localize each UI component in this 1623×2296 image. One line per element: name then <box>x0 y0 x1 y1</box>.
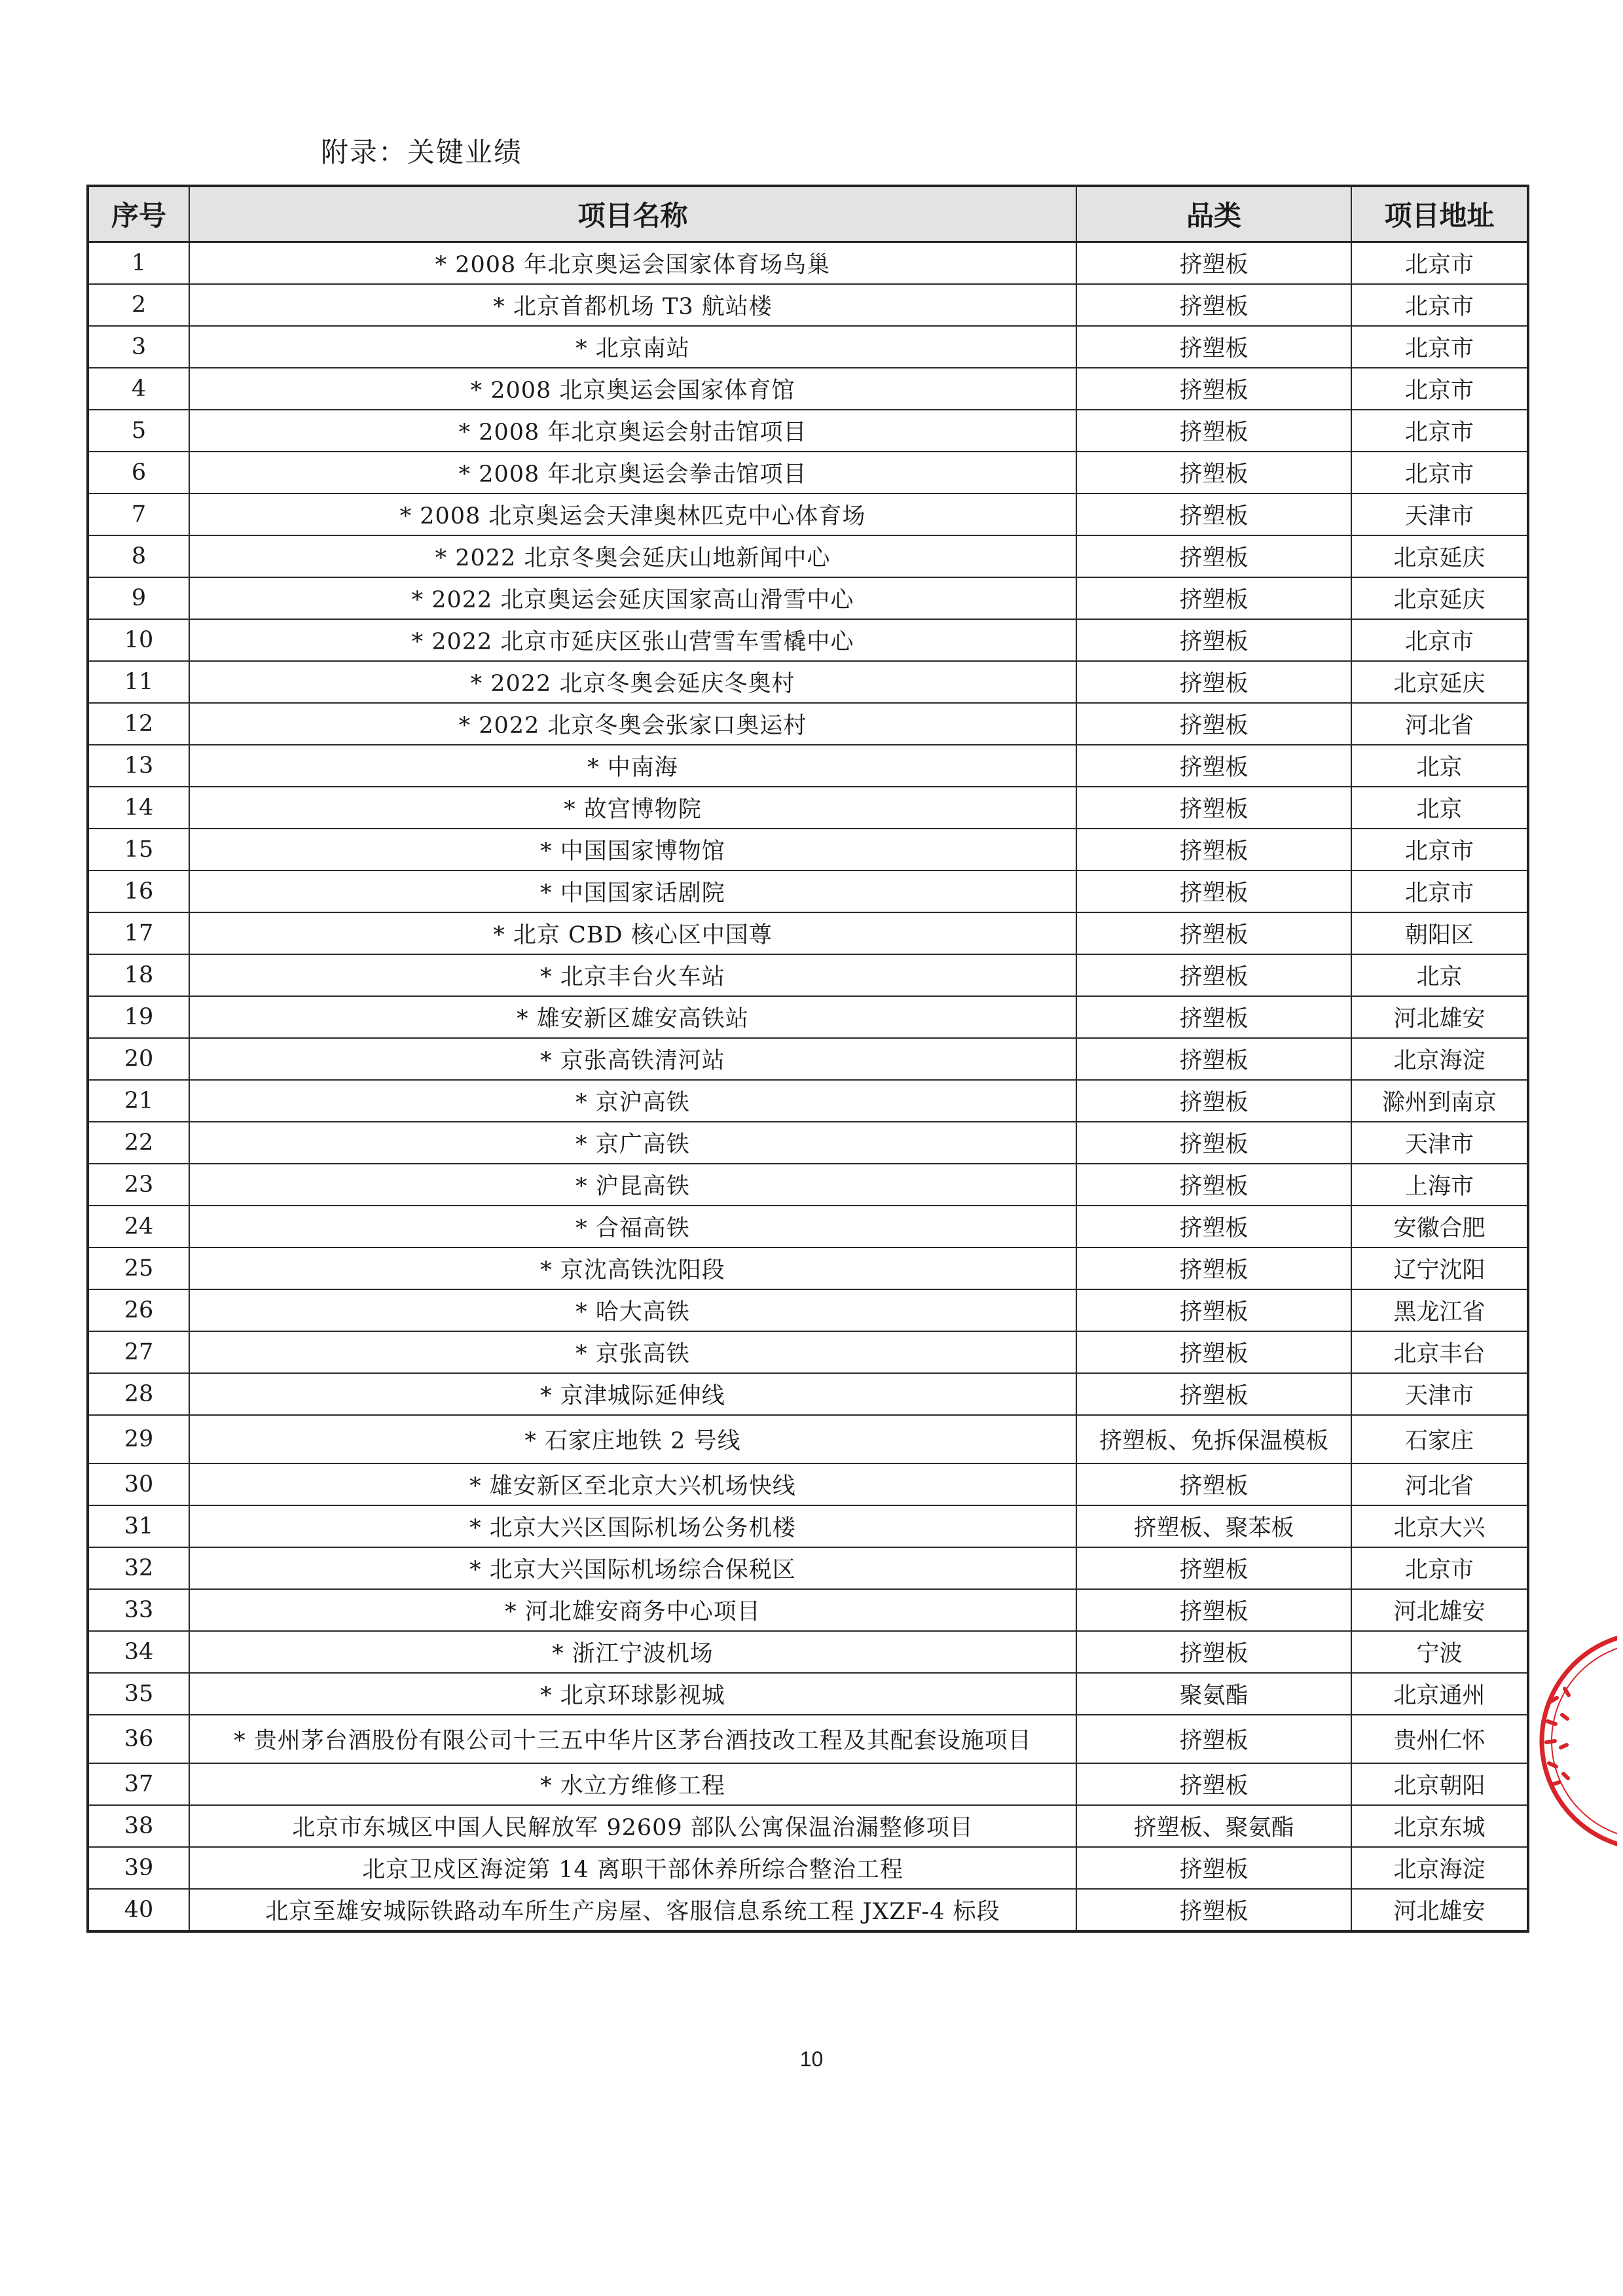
cell-no: 40 <box>88 1889 189 1931</box>
cell-project-name: 北京卫戍区海淀第 14 离职干部休养所综合整治工程 <box>189 1847 1076 1889</box>
cell-no: 2 <box>88 284 189 326</box>
cell-category: 挤塑板 <box>1076 242 1351 285</box>
cell-address: 石家庄 <box>1351 1415 1528 1463</box>
header-category: 品类 <box>1076 186 1351 242</box>
cell-address: 北京延庆 <box>1351 661 1528 703</box>
cell-project-name: * 京沈高铁沈阳段 <box>189 1247 1076 1289</box>
cell-address: 河北雄安 <box>1351 996 1528 1038</box>
table-row <box>88 410 1528 452</box>
table-row <box>88 1247 1528 1289</box>
cell-no: 21 <box>88 1080 189 1122</box>
cell-project-name: * 浙江宁波机场 <box>189 1631 1076 1673</box>
cell-project-name: * 2008 北京奥运会国家体育馆 <box>189 368 1076 410</box>
cell-project-name: * 贵州茅台酒股份有限公司十三五中华片区茅台酒技改工程及其配套设施项目 <box>189 1715 1076 1763</box>
table-row <box>88 1122 1528 1164</box>
table-row <box>88 1505 1528 1547</box>
cell-address: 北京海淀 <box>1351 1038 1528 1080</box>
table-row <box>88 619 1528 661</box>
cell-project-name: * 2008 年北京奥运会拳击馆项目 <box>189 452 1076 493</box>
table-row <box>88 829 1528 870</box>
table-row <box>88 1080 1528 1122</box>
cell-no: 36 <box>88 1715 189 1763</box>
cell-no: 30 <box>88 1463 189 1505</box>
cell-no: 6 <box>88 452 189 493</box>
cell-project-name: * 沪昆高铁 <box>189 1164 1076 1206</box>
cell-address: 河北雄安 <box>1351 1889 1528 1931</box>
table-header-row <box>88 186 1528 242</box>
cell-category: 挤塑板 <box>1076 1547 1351 1589</box>
cell-address: 北京市 <box>1351 242 1528 285</box>
cell-project-name: * 故宫博物院 <box>189 787 1076 829</box>
cell-category: 挤塑板 <box>1076 619 1351 661</box>
cell-category: 挤塑板 <box>1076 1631 1351 1673</box>
cell-category: 挤塑板、聚苯板 <box>1076 1505 1351 1547</box>
cell-no: 9 <box>88 577 189 619</box>
appendix-title: 附录：关键业绩 <box>321 136 523 168</box>
cell-no: 17 <box>88 912 189 954</box>
cell-address: 宁波 <box>1351 1631 1528 1673</box>
cell-category: 挤塑板 <box>1076 745 1351 787</box>
cell-project-name: * 京沪高铁 <box>189 1080 1076 1122</box>
table-row <box>88 661 1528 703</box>
cell-project-name: * 哈大高铁 <box>189 1289 1076 1331</box>
cell-address: 天津市 <box>1351 1122 1528 1164</box>
cell-category: 挤塑板 <box>1076 326 1351 368</box>
cell-category: 挤塑板 <box>1076 284 1351 326</box>
cell-no: 18 <box>88 954 189 996</box>
cell-project-name: * 2022 北京冬奥会张家口奥运村 <box>189 703 1076 745</box>
cell-category: 挤塑板 <box>1076 954 1351 996</box>
cell-no: 22 <box>88 1122 189 1164</box>
table-row <box>88 242 1528 285</box>
cell-no: 3 <box>88 326 189 368</box>
cell-project-name: * 京津城际延伸线 <box>189 1373 1076 1415</box>
cell-category: 挤塑板 <box>1076 1589 1351 1631</box>
cell-project-name: * 2022 北京冬奥会延庆山地新闻中心 <box>189 535 1076 577</box>
cell-category: 聚氨酯 <box>1076 1673 1351 1715</box>
cell-address: 贵州仁怀 <box>1351 1715 1528 1763</box>
cell-no: 32 <box>88 1547 189 1589</box>
cell-category: 挤塑板 <box>1076 452 1351 493</box>
table-row <box>88 1805 1528 1847</box>
cell-project-name: * 京张高铁清河站 <box>189 1038 1076 1080</box>
cell-category: 挤塑板 <box>1076 1847 1351 1889</box>
cell-category: 挤塑板 <box>1076 703 1351 745</box>
cell-no: 15 <box>88 829 189 870</box>
cell-address: 北京市 <box>1351 870 1528 912</box>
cell-category: 挤塑板 <box>1076 1289 1351 1331</box>
cell-category: 挤塑板 <box>1076 1373 1351 1415</box>
cell-category: 挤塑板 <box>1076 787 1351 829</box>
cell-project-name: * 河北雄安商务中心项目 <box>189 1589 1076 1631</box>
cell-address: 北京市 <box>1351 410 1528 452</box>
cell-no: 39 <box>88 1847 189 1889</box>
table-body <box>88 242 1528 1932</box>
header-project-name: 项目名称 <box>189 186 1076 242</box>
cell-category: 挤塑板 <box>1076 535 1351 577</box>
cell-category: 挤塑板 <box>1076 1164 1351 1206</box>
cell-category: 挤塑板、聚氨酯 <box>1076 1805 1351 1847</box>
cell-project-name: 北京至雄安城际铁路动车所生产房屋、客服信息系统工程 JXZF-4 标段 <box>189 1889 1076 1931</box>
cell-address: 北京海淀 <box>1351 1847 1528 1889</box>
cell-no: 5 <box>88 410 189 452</box>
table-row <box>88 1206 1528 1247</box>
cell-category: 挤塑板 <box>1076 1080 1351 1122</box>
table-row <box>88 1289 1528 1331</box>
cell-no: 11 <box>88 661 189 703</box>
table-row <box>88 745 1528 787</box>
cell-address: 北京 <box>1351 954 1528 996</box>
cell-address: 北京市 <box>1351 1547 1528 1589</box>
cell-address: 北京丰台 <box>1351 1331 1528 1373</box>
cell-address: 滁州到南京 <box>1351 1080 1528 1122</box>
cell-address: 安徽合肥 <box>1351 1206 1528 1247</box>
table-row <box>88 870 1528 912</box>
cell-no: 19 <box>88 996 189 1038</box>
cell-project-name: * 中南海 <box>189 745 1076 787</box>
table-row <box>88 1715 1528 1763</box>
cell-address: 北京市 <box>1351 284 1528 326</box>
cell-category: 挤塑板 <box>1076 1331 1351 1373</box>
cell-project-name: * 2008 北京奥运会天津奥林匹克中心体育场 <box>189 493 1076 535</box>
cell-no: 16 <box>88 870 189 912</box>
cell-project-name: * 雄安新区雄安高铁站 <box>189 996 1076 1038</box>
table-row <box>88 1415 1528 1463</box>
red-seal-stamp <box>1519 1623 1617 1859</box>
cell-project-name: * 北京 CBD 核心区中国尊 <box>189 912 1076 954</box>
cell-no: 31 <box>88 1505 189 1547</box>
cell-address: 北京延庆 <box>1351 577 1528 619</box>
cell-no: 10 <box>88 619 189 661</box>
cell-project-name: * 2022 北京奥运会延庆国家高山滑雪中心 <box>189 577 1076 619</box>
cell-no: 37 <box>88 1763 189 1805</box>
table-row <box>88 1673 1528 1715</box>
table-row <box>88 493 1528 535</box>
table-row <box>88 368 1528 410</box>
cell-address: 北京延庆 <box>1351 535 1528 577</box>
cell-category: 挤塑板 <box>1076 1463 1351 1505</box>
table-row <box>88 326 1528 368</box>
cell-category: 挤塑板 <box>1076 1889 1351 1931</box>
cell-address: 天津市 <box>1351 493 1528 535</box>
table-row <box>88 452 1528 493</box>
cell-address: 朝阳区 <box>1351 912 1528 954</box>
cell-project-name: * 北京环球影视城 <box>189 1673 1076 1715</box>
table-row <box>88 1589 1528 1631</box>
cell-address: 北京 <box>1351 787 1528 829</box>
cell-project-name: * 北京大兴国际机场综合保税区 <box>189 1547 1076 1589</box>
cell-category: 挤塑板 <box>1076 1715 1351 1763</box>
table-row <box>88 1463 1528 1505</box>
cell-project-name: * 京广高铁 <box>189 1122 1076 1164</box>
cell-category: 挤塑板 <box>1076 577 1351 619</box>
cell-no: 29 <box>88 1415 189 1463</box>
table-row <box>88 535 1528 577</box>
header-address: 项目地址 <box>1351 186 1528 242</box>
table-row <box>88 1164 1528 1206</box>
cell-address: 北京东城 <box>1351 1805 1528 1847</box>
cell-category: 挤塑板 <box>1076 1247 1351 1289</box>
cell-no: 12 <box>88 703 189 745</box>
cell-category: 挤塑板 <box>1076 410 1351 452</box>
table-row <box>88 912 1528 954</box>
cell-category: 挤塑板 <box>1076 1763 1351 1805</box>
header-no: 序号 <box>88 186 189 242</box>
cell-no: 20 <box>88 1038 189 1080</box>
cell-address: 河北省 <box>1351 1463 1528 1505</box>
cell-category: 挤塑板 <box>1076 1038 1351 1080</box>
table-row <box>88 1847 1528 1889</box>
cell-no: 14 <box>88 787 189 829</box>
cell-project-name: * 雄安新区至北京大兴机场快线 <box>189 1463 1076 1505</box>
cell-address: 北京大兴 <box>1351 1505 1528 1547</box>
table-row <box>88 1331 1528 1373</box>
cell-no: 35 <box>88 1673 189 1715</box>
cell-address: 北京市 <box>1351 829 1528 870</box>
table-row <box>88 1631 1528 1673</box>
cell-address: 北京市 <box>1351 368 1528 410</box>
page-number: 10 <box>799 2047 824 2071</box>
table-row <box>88 1547 1528 1589</box>
cell-no: 33 <box>88 1589 189 1631</box>
cell-address: 北京朝阳 <box>1351 1763 1528 1805</box>
cell-project-name: * 水立方维修工程 <box>189 1763 1076 1805</box>
cell-no: 1 <box>88 242 189 285</box>
cell-address: 上海市 <box>1351 1164 1528 1206</box>
cell-no: 26 <box>88 1289 189 1331</box>
cell-no: 28 <box>88 1373 189 1415</box>
cell-no: 34 <box>88 1631 189 1673</box>
cell-address: 黑龙江省 <box>1351 1289 1528 1331</box>
table-row <box>88 1038 1528 1080</box>
cell-category: 挤塑板 <box>1076 870 1351 912</box>
table-row <box>88 954 1528 996</box>
cell-project-name: * 北京首都机场 T3 航站楼 <box>189 284 1076 326</box>
cell-no: 25 <box>88 1247 189 1289</box>
cell-project-name: * 北京南站 <box>189 326 1076 368</box>
table-row <box>88 996 1528 1038</box>
table-row <box>88 577 1528 619</box>
cell-category: 挤塑板 <box>1076 493 1351 535</box>
cell-address: 北京通州 <box>1351 1673 1528 1715</box>
cell-project-name: * 2008 年北京奥运会射击馆项目 <box>189 410 1076 452</box>
cell-address: 天津市 <box>1351 1373 1528 1415</box>
table-row <box>88 284 1528 326</box>
cell-no: 27 <box>88 1331 189 1373</box>
cell-project-name: * 北京丰台火车站 <box>189 954 1076 996</box>
cell-address: 北京市 <box>1351 452 1528 493</box>
cell-project-name: * 2022 北京冬奥会延庆冬奥村 <box>189 661 1076 703</box>
cell-category: 挤塑板 <box>1076 1206 1351 1247</box>
cell-no: 23 <box>88 1164 189 1206</box>
cell-project-name: * 北京大兴区国际机场公务机楼 <box>189 1505 1076 1547</box>
cell-project-name: * 中国国家话剧院 <box>189 870 1076 912</box>
cell-project-name: * 2008 年北京奥运会国家体育场鸟巢 <box>189 242 1076 285</box>
cell-no: 4 <box>88 368 189 410</box>
cell-address: 辽宁沈阳 <box>1351 1247 1528 1289</box>
cell-project-name: * 石家庄地铁 2 号线 <box>189 1415 1076 1463</box>
cell-no: 38 <box>88 1805 189 1847</box>
cell-address: 北京市 <box>1351 619 1528 661</box>
cell-project-name: * 2022 北京市延庆区张山营雪车雪橇中心 <box>189 619 1076 661</box>
cell-no: 8 <box>88 535 189 577</box>
cell-address: 北京 <box>1351 745 1528 787</box>
cell-project-name: * 中国国家博物馆 <box>189 829 1076 870</box>
performance-table <box>86 185 1529 1933</box>
table-row <box>88 1373 1528 1415</box>
table-row <box>88 787 1528 829</box>
cell-category: 挤塑板 <box>1076 1122 1351 1164</box>
table-row <box>88 1889 1528 1931</box>
cell-project-name: * 京张高铁 <box>189 1331 1076 1373</box>
cell-address: 河北雄安 <box>1351 1589 1528 1631</box>
cell-category: 挤塑板 <box>1076 912 1351 954</box>
cell-address: 北京市 <box>1351 326 1528 368</box>
cell-project-name: * 合福高铁 <box>189 1206 1076 1247</box>
cell-no: 7 <box>88 493 189 535</box>
cell-category: 挤塑板 <box>1076 829 1351 870</box>
cell-no: 13 <box>88 745 189 787</box>
table-row <box>88 1763 1528 1805</box>
cell-address: 河北省 <box>1351 703 1528 745</box>
table-row <box>88 703 1528 745</box>
cell-category: 挤塑板 <box>1076 996 1351 1038</box>
cell-category: 挤塑板 <box>1076 661 1351 703</box>
cell-category: 挤塑板 <box>1076 368 1351 410</box>
cell-category: 挤塑板、免拆保温模板 <box>1076 1415 1351 1463</box>
seal-icon <box>1519 1623 1617 1859</box>
cell-project-name: 北京市东城区中国人民解放军 92609 部队公寓保温治漏整修项目 <box>189 1805 1076 1847</box>
cell-no: 24 <box>88 1206 189 1247</box>
